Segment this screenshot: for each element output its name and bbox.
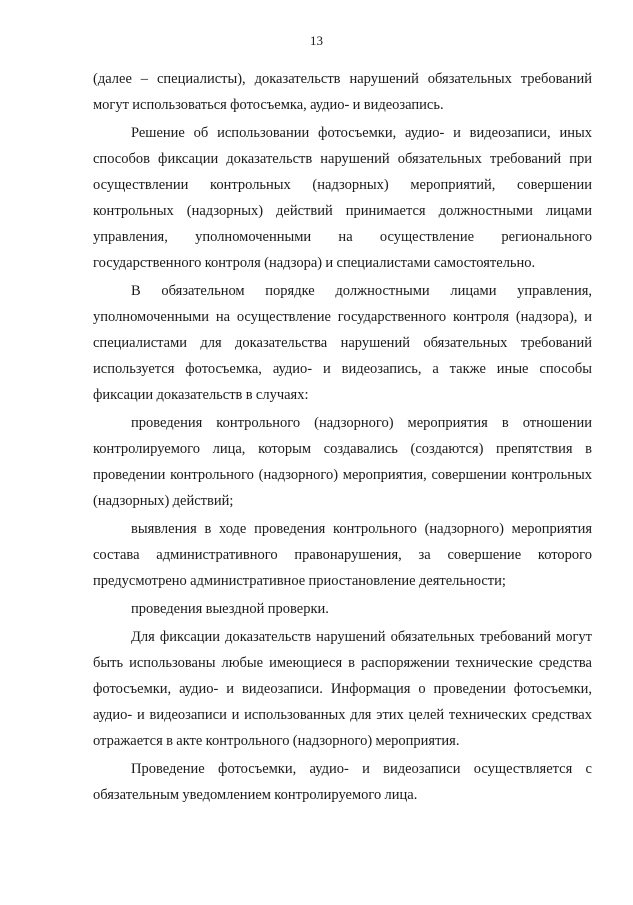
paragraph: Для фиксации доказательств нарушений обязательных требований могут быть использованы любые имеющиеся в распоряжении технические средства фотосъемки, аудио- и видеозаписи. Информация о проведении фотосъемки, аудио- и видеозаписи и использованных для этих целей технических средствах отражается в акте контрольного (надзорного) мероприятия.: [93, 629, 592, 749]
paragraph: В обязательном порядке должностными лицами управления, уполномоченными на осуществление государственного контроля (надзора), и специалистами для доказательства нарушений обязательных требований используется фотосъемка, аудио- и видеозапись, а также иные способы фиксации доказательств в случаях:: [93, 283, 592, 403]
paragraph: Проведение фотосъемки, аудио- и видеозаписи осуществляется с обязательным уведомлением контролируемого лица.: [93, 761, 592, 803]
page-number: 13: [310, 33, 323, 48]
paragraph: (далее – специалисты), доказательств нарушений обязательных требований могут использоваться фотосъемка, аудио- и видеозапись.: [93, 71, 592, 113]
list-item: проведения выездной проверки.: [131, 601, 329, 617]
list-item: выявления в ходе проведения контрольного (надзорного) мероприятия состава административного правонарушения, за совершение которого предусмотрено административное приостановление деятельности;: [93, 521, 592, 589]
paragraph: Решение об использовании фотосъемки, аудио- и видеозаписи, иных способов фиксации доказательств нарушений обязательных требований при осуществлении контрольных (надзорных) мероприятий, совершении контрольных (надзорных) действий принимается должностными лицами управления, уполномоченными на осуществление регионального государственного контроля (надзора) и специалистами самостоятельно.: [93, 125, 592, 271]
list-item: проведения контрольного (надзорного) мероприятия в отношении контролируемого лица, которым создавались (создаются) препятствия в проведении контрольного (надзорного) мероприятия, совершении контрольных (надзорных) действий;: [93, 415, 592, 509]
document-body: [93, 66, 592, 810]
